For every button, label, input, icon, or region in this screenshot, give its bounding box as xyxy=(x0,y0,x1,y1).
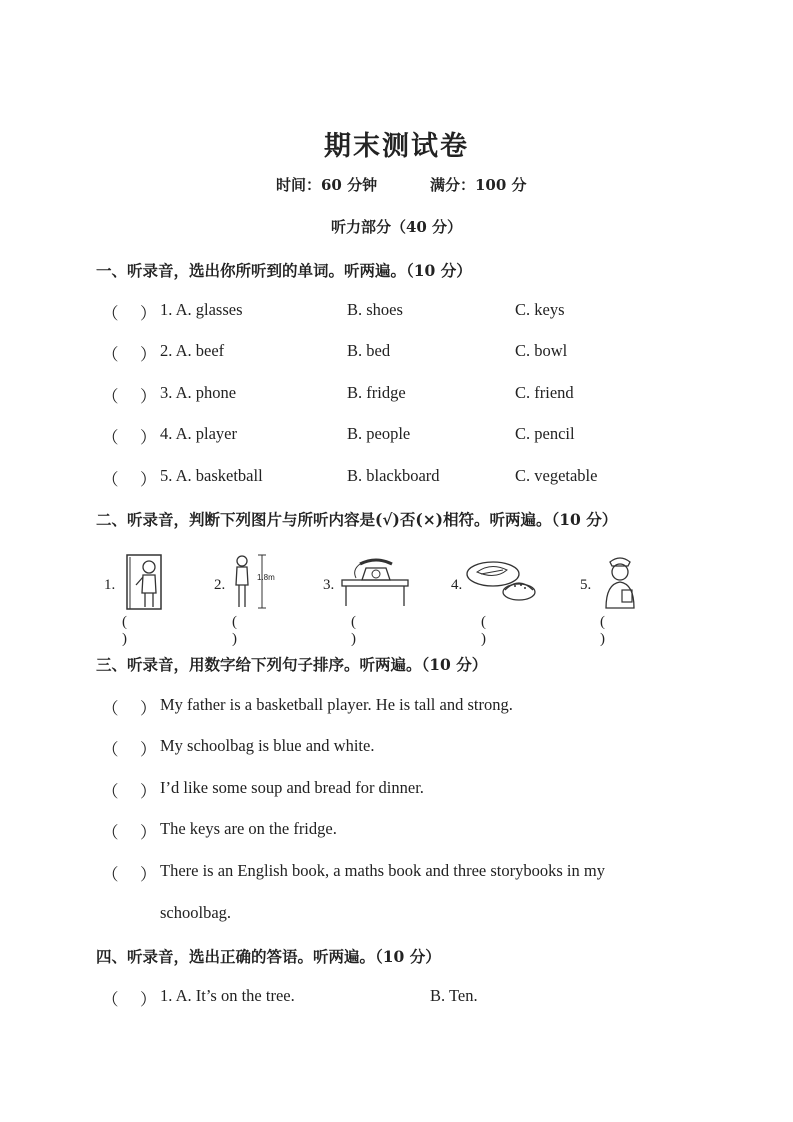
section-1-heading: 一、听录音，选出你所听到的单词。听两遍。（10 分） xyxy=(96,261,472,280)
answer-bracket-open: （ xyxy=(102,782,119,801)
answer-bracket: ( ) xyxy=(481,614,486,647)
page-title: 期末测试卷 xyxy=(324,131,469,162)
height-label: 1.8m xyxy=(257,573,275,582)
answer-bracket-close: ） xyxy=(140,782,157,801)
answer-bracket-close: ） xyxy=(140,740,157,759)
s1-question-3 xyxy=(0,383,793,409)
option-b: B. Ten. xyxy=(430,986,478,1005)
answer-bracket: ( ) xyxy=(232,614,237,647)
answer-bracket-open: （ xyxy=(102,990,119,1009)
answer-bracket-close: ） xyxy=(140,470,157,489)
s3-sentence-5 xyxy=(0,861,793,887)
answer-bracket: ( ) xyxy=(600,614,605,647)
sentence-text: The keys are on the fridge. xyxy=(160,819,337,838)
full-score: 满分：100 分 xyxy=(430,176,527,194)
section-4-heading: 四、听录音，选出正确的答语。听两遍。（10 分） xyxy=(96,947,441,966)
exam-time: 时间：60 分钟 xyxy=(276,176,378,194)
answer-bracket-open: （ xyxy=(102,470,119,489)
option-a: 1. A. It’s on the tree. xyxy=(160,986,295,1005)
option-c: C. friend xyxy=(515,383,574,402)
answer-bracket: ( ) xyxy=(351,614,356,647)
s3-sentence-4 xyxy=(0,819,793,845)
option-b: B. bed xyxy=(347,341,391,360)
sentence-text: schoolbag. xyxy=(160,903,232,922)
answer-bracket-close: ） xyxy=(140,387,157,406)
option-b: B. blackboard xyxy=(347,466,440,485)
option-c: C. vegetable xyxy=(515,466,598,485)
answer-bracket: ( ) xyxy=(122,614,127,647)
boy-height-icon xyxy=(230,553,270,611)
answer-bracket-open: （ xyxy=(102,823,119,842)
picture-number: 3. xyxy=(323,577,335,593)
answer-bracket-close: ） xyxy=(140,428,157,447)
s4-question-1 xyxy=(0,986,793,1012)
s3-sentence-1 xyxy=(0,695,793,721)
sentence-text: I’d like some soup and bread for dinner. xyxy=(160,778,424,797)
s3-sentence-2 xyxy=(0,736,793,762)
food-plates-icon xyxy=(465,558,540,608)
s1-question-2 xyxy=(0,341,793,367)
picture-number: 1. xyxy=(104,577,116,593)
s3-sentence-3 xyxy=(0,778,793,804)
answer-bracket-open: （ xyxy=(102,699,119,718)
s1-question-5 xyxy=(0,466,793,492)
boy-at-door-icon xyxy=(124,553,169,611)
answer-bracket-close: ） xyxy=(140,699,157,718)
option-c: C. keys xyxy=(515,300,565,319)
answer-bracket-open: （ xyxy=(102,865,119,884)
s1-question-4 xyxy=(0,424,793,450)
option-a: 4. A. player xyxy=(160,424,237,443)
answer-bracket-close: ） xyxy=(140,345,157,364)
answer-bracket-open: （ xyxy=(102,304,119,323)
answer-bracket-open: （ xyxy=(102,740,119,759)
answer-bracket-close: ） xyxy=(140,865,157,884)
answer-bracket-open: （ xyxy=(102,387,119,406)
s3-sentence-5-continuation xyxy=(0,903,793,929)
phone-on-table-icon xyxy=(340,554,410,609)
option-c: C. bowl xyxy=(515,341,568,360)
option-a: 2. A. beef xyxy=(160,341,225,360)
picture-number: 2. xyxy=(214,577,226,593)
option-b: B. fridge xyxy=(347,383,406,402)
picture-number: 4. xyxy=(451,577,463,593)
answer-bracket-open: （ xyxy=(102,345,119,364)
sentence-text: My schoolbag is blue and white. xyxy=(160,736,375,755)
option-b: B. shoes xyxy=(347,300,403,319)
option-a: 3. A. phone xyxy=(160,383,237,402)
option-a: 5. A. basketball xyxy=(160,466,263,485)
section-2-heading: 二、听录音，判断下列图片与所听内容是(√)否(×)相符。听两遍。（10 分） xyxy=(96,510,618,529)
listening-part-heading: 听力部分（40 分） xyxy=(330,218,463,236)
answer-bracket-close: ） xyxy=(140,823,157,842)
answer-bracket-close: ） xyxy=(140,304,157,323)
section-3-heading: 三、听录音，用数字给下列句子排序。听两遍。（10 分） xyxy=(96,655,488,674)
s1-question-1 xyxy=(0,300,793,326)
option-b: B. people xyxy=(347,424,411,443)
picture-number: 5. xyxy=(580,577,592,593)
option-a: 1. A. glasses xyxy=(160,300,243,319)
sentence-text: My father is a basketball player. He is tall and strong. xyxy=(160,695,513,714)
nurse-icon xyxy=(600,554,640,610)
answer-bracket-close: ） xyxy=(140,990,157,1009)
answer-bracket-open: （ xyxy=(102,428,119,447)
sentence-text: There is an English book, a maths book and three storybooks in my xyxy=(160,861,605,880)
option-c: C. pencil xyxy=(515,424,575,443)
